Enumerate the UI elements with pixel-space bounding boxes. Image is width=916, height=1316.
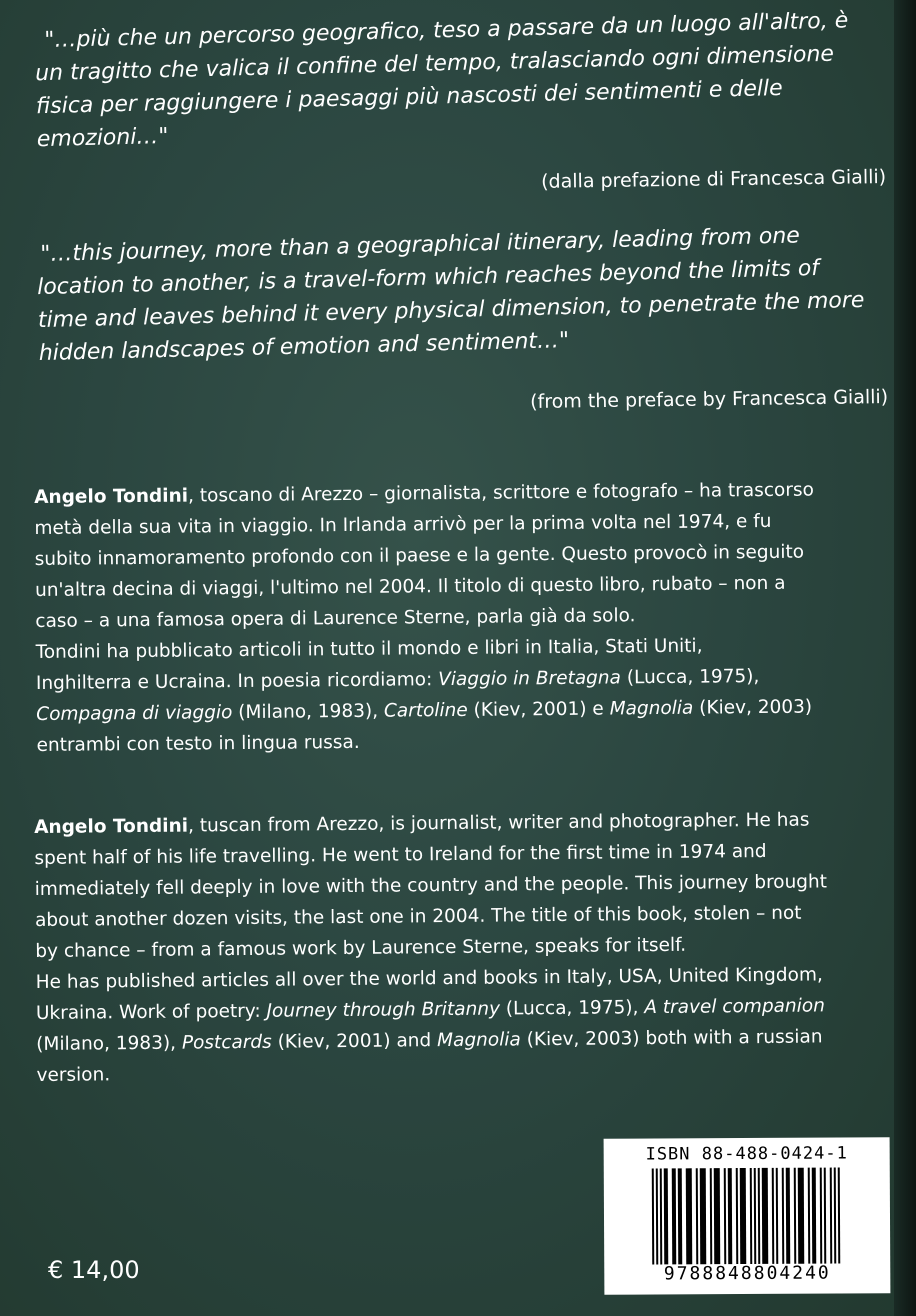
barcode-bar	[808, 1168, 811, 1264]
barcode-bar	[812, 1168, 817, 1264]
bio-text: (Milano, 1983),	[36, 1032, 182, 1055]
bio-line: caso – a una famosa opera di Laurence Sterne, parla già da solo.	[35, 605, 636, 632]
barcode-bar	[782, 1168, 785, 1264]
barcode-bar	[710, 1168, 713, 1264]
barcode-bar	[696, 1168, 699, 1264]
bio-text: (Lucca, 1975),	[620, 666, 760, 689]
barcode-bar	[834, 1168, 837, 1264]
bio-text: (Kiev, 2001) e	[467, 698, 610, 721]
quote-line: "…this journey, more than a geographical itinerary, leading from one	[40, 223, 801, 267]
bio-text: (Lucca, 1975),	[499, 997, 645, 1020]
barcode-bar	[830, 1168, 833, 1264]
quote-line: emozioni…"	[36, 123, 169, 153]
barcode-bar	[736, 1168, 739, 1264]
bio-italian	[34, 475, 816, 761]
bio-text: , toscano di Arezzo – giornalista, scrittore e fotografo – ha trascorso	[187, 479, 814, 507]
bio-text: Ukraina. Work of poetry:	[35, 1000, 267, 1024]
book-title: Postcards	[181, 1031, 272, 1054]
quote-line: time and leaves behind it every physical dimension, to penetrate the more	[37, 287, 865, 334]
barcode-bar	[728, 1168, 733, 1264]
bio-text: (Kiev, 2003) both with a russian	[520, 1026, 823, 1051]
barcode-bar	[740, 1168, 747, 1264]
barcode-bar	[820, 1168, 823, 1264]
book-title: A travel companion	[644, 995, 825, 1019]
author-name: Angelo Tondini	[34, 485, 189, 508]
book-title: Viaggio in Bretagna	[438, 667, 622, 691]
barcode-bars	[612, 1167, 883, 1268]
quote-line: fisica per raggiungere i paesaggi più nascosti dei sentimenti e delle	[35, 75, 783, 120]
barcode-bar	[838, 1168, 841, 1264]
book-title: Cartoline	[383, 699, 468, 722]
barcode-bar	[724, 1168, 727, 1264]
author-name: Angelo Tondini	[34, 815, 189, 838]
barcode-bar	[664, 1168, 669, 1264]
bio-text: (Kiev, 2003)	[693, 696, 813, 719]
book-title: Magnolia	[436, 1029, 521, 1052]
barcode-bar	[786, 1168, 791, 1264]
bio-line: about another dozen visits, the last one in 2004. The title of this book, stolen – not	[34, 902, 802, 931]
barcode-bar	[824, 1168, 827, 1264]
barcode-bar	[700, 1168, 707, 1264]
barcode-bar	[660, 1168, 663, 1264]
barcode-bar	[762, 1168, 769, 1264]
isbn-number: ISBN 88-488-0424-1	[645, 1143, 848, 1165]
bio-english	[34, 804, 829, 1091]
barcode-bar	[758, 1168, 761, 1264]
bio-line: spent half of his life travelling. He went to Ireland for the first time in 1974 and	[34, 840, 767, 869]
barcode-bar	[686, 1168, 693, 1264]
quote-italian	[34, 4, 851, 156]
bio-line: metà della sua vita in viaggio. In Irlanda arrivò per la prima volta nel 1974, e fu	[34, 510, 772, 539]
book-title: Compagna di viaggio	[36, 702, 233, 725]
quote-italian-attribution: (dalla prefazione di Francesca Gialli)	[541, 166, 887, 193]
bio-text: (Milano, 1983),	[232, 700, 385, 724]
barcode-bar	[678, 1168, 683, 1264]
barcode-bar	[652, 1168, 655, 1264]
barcode-bar	[672, 1168, 677, 1264]
bio-line: subito innamoramento profondo con il paese e la gente. Questo provocò in seguito	[34, 541, 805, 570]
quote-line: location to another, is a travel-form which reaches beyond the limits of	[36, 255, 820, 301]
bio-line: entrambi con testo in lingua russa.	[36, 731, 360, 756]
bio-line: Tondini ha pubblicato articoli in tutto il mondo e libri in Italia, Stati Uniti,	[35, 635, 703, 663]
price-label: € 14,00	[48, 1256, 140, 1284]
bio-text: Inghilterra e Ucraina. In poesia ricordiamo:	[35, 669, 439, 694]
barcode-bar	[750, 1168, 753, 1264]
quote-english	[36, 218, 866, 370]
barcode-bar	[714, 1168, 721, 1264]
book-title: Magnolia	[609, 697, 694, 720]
quote-line: un tragitto che valica il confine del tempo, tralasciando ogni dimensione	[34, 41, 835, 87]
bio-text: , tuscan from Arezzo, is journalist, writer and photographer. He has	[187, 809, 810, 837]
book-spine-edge	[894, 0, 916, 1316]
bio-line: immediately fell deeply in love with the country and the people. This journey brought	[34, 871, 828, 900]
barcode-bar	[772, 1168, 775, 1264]
quote-line: "…più che un percorso geografico, teso a passare da un luogo all'altro, è	[44, 8, 849, 53]
barcode-bar	[754, 1168, 757, 1264]
barcode-bar	[794, 1168, 797, 1264]
bio-line: by chance – from a famous work by Laurence Sterne, speaks for itself.	[35, 934, 687, 962]
quote-line: hidden landscapes of emotion and sentiment…"	[38, 328, 570, 367]
ean-digits: 9788848804240	[612, 1263, 882, 1284]
book-title: Journey through Britanny	[266, 998, 501, 1022]
isbn-barcode	[604, 1137, 891, 1294]
barcode-bar	[776, 1168, 779, 1264]
bio-line: un'altra decina di viaggi, l'ultimo nel 2004. Il titolo di questo libro, rubato – non a	[34, 572, 786, 601]
bio-line: version.	[36, 1064, 111, 1086]
barcode-bar	[656, 1168, 659, 1264]
barcode-bar	[798, 1168, 805, 1264]
quote-english-attribution: (from the preface by Francesca Gialli)	[530, 386, 889, 413]
bio-line: He has published articles all over the world and books in Italy, USA, United Kingdom,	[35, 964, 823, 993]
bio-text: (Kiev, 2001) and	[271, 1030, 438, 1053]
